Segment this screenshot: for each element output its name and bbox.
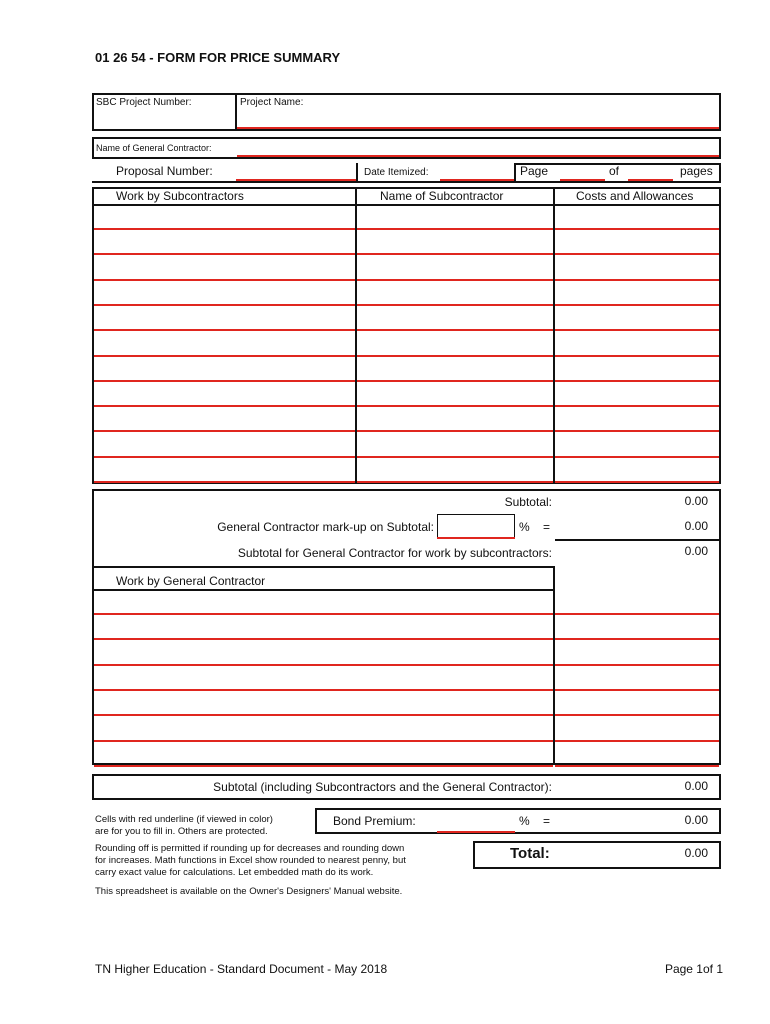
sub-cost-cell[interactable] [555, 329, 719, 331]
gc-work-header: Work by General Contractor [116, 574, 266, 588]
subtotal-value: 0.00 [684, 494, 708, 508]
sub-cost-cell[interactable] [555, 456, 719, 458]
of-label: of [609, 164, 620, 178]
gc-cost-cell[interactable] [555, 765, 719, 767]
gc-cost-cell[interactable] [555, 714, 719, 716]
gc-cost-cell[interactable] [555, 664, 719, 666]
sub-name-cell[interactable] [357, 228, 553, 230]
proposal-number-label: Proposal Number: [116, 164, 213, 178]
gc-cost-cell[interactable] [555, 613, 719, 615]
sub-cost-cell[interactable] [555, 405, 719, 407]
sbc-project-number-label: SBC Project Number: [96, 97, 192, 108]
gc-work-cell[interactable] [94, 689, 553, 691]
general-contractor-field[interactable] [237, 155, 719, 157]
sub-work-cell[interactable] [94, 279, 355, 281]
sub-cost-cell[interactable] [555, 430, 719, 432]
total-value: 0.00 [684, 846, 708, 860]
sub-cost-cell[interactable] [555, 355, 719, 357]
gc-subtotal-value: 0.00 [684, 544, 708, 558]
col-work-by-subcontractors: Work by Subcontractors [116, 189, 244, 203]
bond-premium-value: 0.00 [684, 813, 708, 827]
sub-name-cell[interactable] [357, 481, 553, 483]
sub-work-cell[interactable] [94, 329, 355, 331]
general-contractor-label: Name of General Contractor: [96, 143, 212, 153]
sub-work-cell[interactable] [94, 355, 355, 357]
form-title: 01 26 54 - FORM FOR PRICE SUMMARY [95, 50, 341, 65]
sub-name-cell[interactable] [357, 430, 553, 432]
markup-label: General Contractor mark-up on Subtotal: [217, 520, 434, 534]
sub-work-cell[interactable] [94, 304, 355, 306]
combined-subtotal-label: Subtotal (including Subcontractors and the General Contractor): [213, 780, 552, 794]
pages-label: pages [680, 164, 713, 178]
gc-cost-cell[interactable] [555, 689, 719, 691]
sub-name-cell[interactable] [357, 279, 553, 281]
note-line-3: Rounding off is permitted if rounding up for decreases and rounding down [95, 843, 405, 854]
gc-work-cell[interactable] [94, 714, 553, 716]
sub-work-cell[interactable] [94, 253, 355, 255]
note-line-1: Cells with red underline (if viewed in color) [95, 814, 273, 825]
sub-name-cell[interactable] [357, 304, 553, 306]
sbc-project-number-field[interactable] [94, 127, 234, 129]
bond-percent-input[interactable] [437, 831, 515, 833]
sub-cost-cell[interactable] [555, 279, 719, 281]
subtotal-label: Subtotal: [504, 495, 552, 509]
gc-work-cell[interactable] [94, 613, 553, 615]
sub-work-cell[interactable] [94, 430, 355, 432]
sub-cost-cell[interactable] [555, 481, 719, 483]
gc-work-cell[interactable] [94, 664, 553, 666]
markup-percent-input[interactable] [437, 514, 515, 538]
gc-work-cell[interactable] [94, 638, 553, 640]
footer-right: Page 1of 1 [664, 962, 723, 976]
markup-equals-sign: = [543, 520, 551, 534]
note-line-2: are for you to fill in. Others are protected. [95, 826, 268, 837]
sub-name-cell[interactable] [357, 405, 553, 407]
markup-value: 0.00 [684, 519, 708, 533]
bond-premium-label: Bond Premium: [333, 814, 416, 828]
sub-name-cell[interactable] [357, 456, 553, 458]
sub-name-cell[interactable] [357, 355, 553, 357]
note-line-6: This spreadsheet is available on the Owner's Designers' Manual website. [95, 886, 403, 897]
gc-work-cell[interactable] [94, 740, 553, 742]
sub-cost-cell[interactable] [555, 228, 719, 230]
sub-name-cell[interactable] [357, 253, 553, 255]
sub-cost-cell[interactable] [555, 253, 719, 255]
bond-equals-sign: = [543, 814, 551, 828]
markup-percent-sign: % [519, 520, 530, 534]
footer-left: TN Higher Education - Standard Document - May 2018 [95, 962, 388, 976]
note-line-5: carry exact value for calculations. Let embedded math do its work. [95, 867, 374, 878]
project-name-label: Project Name: [240, 97, 304, 108]
sub-name-cell[interactable] [357, 380, 553, 382]
sub-work-cell[interactable] [94, 405, 355, 407]
bond-percent-sign: % [519, 814, 530, 828]
sub-work-cell[interactable] [94, 481, 355, 483]
sub-cost-cell[interactable] [555, 380, 719, 382]
note-line-4: for increases. Math functions in Excel show rounded to nearest penny, but [95, 855, 406, 866]
gc-cost-cell[interactable] [555, 638, 719, 640]
page-label: Page [520, 164, 549, 178]
sub-work-cell[interactable] [94, 380, 355, 382]
gc-subtotal-label: Subtotal for General Contractor for work by subcontractors: [237, 546, 552, 560]
sub-name-cell[interactable] [357, 329, 553, 331]
date-itemized-label: Date Itemized: [364, 167, 429, 178]
total-label: Total: [510, 845, 550, 862]
sub-work-cell[interactable] [94, 456, 355, 458]
gc-work-cell[interactable] [94, 765, 553, 767]
combined-subtotal-value: 0.00 [684, 779, 708, 793]
sub-work-cell[interactable] [94, 228, 355, 230]
col-name-of-subcontractor: Name of Subcontractor [380, 189, 504, 203]
sub-cost-cell[interactable] [555, 304, 719, 306]
project-name-field[interactable] [237, 127, 719, 129]
gc-cost-cell[interactable] [555, 740, 719, 742]
col-costs-and-allowances: Costs and Allowances [576, 189, 694, 203]
subcontractor-table [92, 187, 721, 484]
